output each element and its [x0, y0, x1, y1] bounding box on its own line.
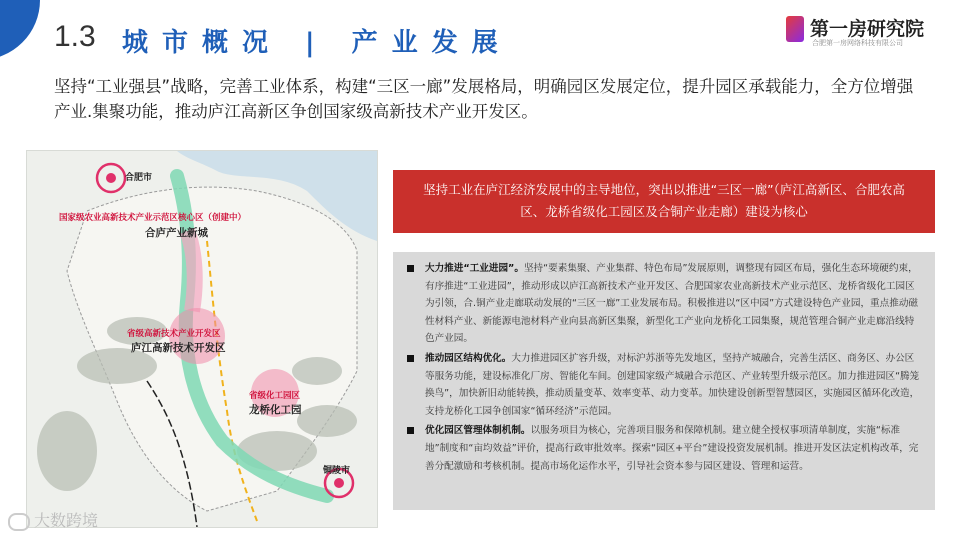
logo-mark-icon [786, 16, 804, 42]
bullet-text: 以服务项目为核心，完善项目服务和保障机制。建立健全授权事项清单制度，实施“标准地”制度和“亩均效益”评价，提高行政审批效率。探索“园区+平台”建设投资发展机制。推进开发区法定机构改革，完善分配激励和考核机制。提高市场化运作水平，引导社会资本参与园区建设、管理和运营。 [425, 425, 919, 472]
bullet-square-icon [407, 355, 414, 362]
core-strategy-box: 坚持工业在庐江经济发展中的主导地位，突出以推进“三区一廊”（庐江高新区、合肥农高区、龙桥省级化工园区及合铜产业走廊）建设为核心 [393, 170, 935, 233]
bullet-head: 优化园区管理体制机制。 [425, 425, 531, 437]
bullet-head: 推动园区结构优化。 [425, 352, 512, 364]
bullet-square-icon [407, 427, 414, 434]
map-label-hefei: 合肥市 [125, 173, 153, 183]
bullet-item-structure [405, 350, 923, 420]
brand-logo [786, 12, 946, 52]
industry-layout-map [26, 150, 378, 528]
page-title: 城市概况 | 产业发展 [122, 28, 512, 58]
bullet-square-icon [407, 265, 414, 272]
map-label-core-zone: 国家级农业高新技术产业示范区核心区（创建中） [59, 213, 247, 223]
map-label-provincial-zone: 省级高新技术产业开发区 [127, 329, 221, 339]
watermark-icon [8, 513, 30, 531]
map-label-longqiao: 龙桥化工园 [249, 404, 302, 416]
watermark-text: 大数跨境 [34, 511, 99, 530]
intro-paragraph: 坚持“工业强县”战略，完善工业体系，构建“三区一廊”发展格局，明确园区发展定位，提升园区承载能力，全方位增强产业.集聚功能，推动庐江高新区争创国家级高新技术产业开发区。 [54, 77, 914, 121]
bullet-head: 大力推进“工业进园”。 [425, 263, 524, 274]
bullet-item-industry-parks [405, 260, 923, 348]
bullet-text: 坚持“要素集聚、产业集群、特色布局”发展原则，调整现有园区布局，强化生态环境硬约束，有序推进“工业进园”，推动形成以庐江高新技术产业开发区、合肥国家农业高新技术产业示范区、龙桥省级化工园区为引领，合.铜产业走廊联动发展的“三区一廊”工业发展布局。积极推进以“区中园”方式建设特色产业园，重点推动磁性材料产业、新能源电池材料产业向县高新区集聚，新型化工产业向龙桥化工园集聚，规范管理合铜产业走廊沿线特色产业园。 [425, 263, 919, 345]
logo-subtitle: 合肥第一房网络科技有限公司 [812, 39, 903, 47]
bullet-text: 大力推进园区扩容升级，对标沪苏浙等先发地区，坚持产城融合，完善生活区、商务区、办公区等服务功能，建设标准化厂房、智能化车间。创建国家级产城融合示范区、产业转型升级示范区。加力推进园区“腾笼换鸟”，加快新旧动能转换，推动质量变革、效率变革、动力变革。加快建设创新型智慧园区，实施园区循环化改造，支持龙桥化工园争创国家“循环经济”示范园。 [425, 352, 920, 417]
map-label-hefei-lujiang: 合庐产业新城 [145, 227, 208, 239]
map-label-lujiang-hitech: 庐江高新技术开发区 [131, 342, 226, 354]
logo-name: 第一房研究院 [810, 18, 925, 40]
section-number: 1.3 [54, 20, 96, 53]
bullet-item-management [405, 422, 923, 475]
measures-box [393, 252, 935, 510]
map-label-provincial-chem: 省级化工园区 [249, 391, 301, 401]
map-label-tongling: 铜陵市 [323, 466, 351, 476]
watermark [8, 508, 98, 531]
